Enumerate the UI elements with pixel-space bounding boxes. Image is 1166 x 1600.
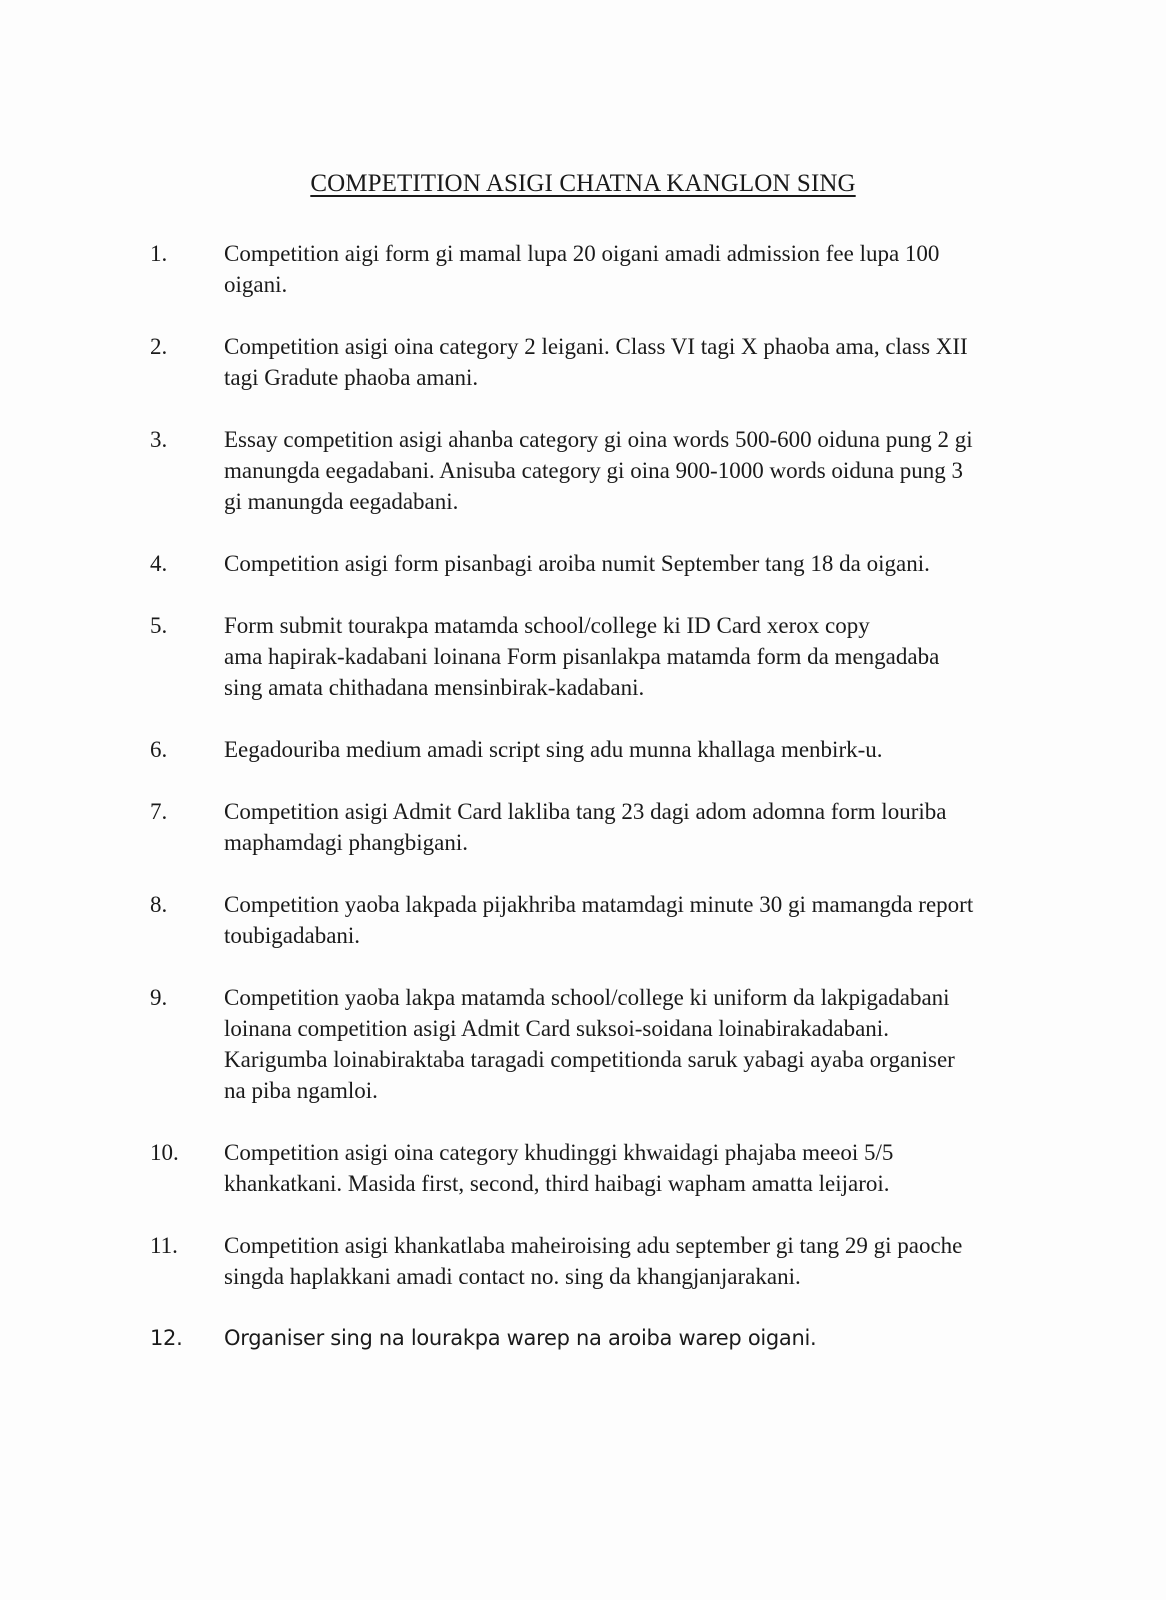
rule-item [150, 734, 1050, 765]
rules-list [150, 238, 1050, 1385]
rule-number: 6. [150, 737, 168, 762]
rule-text: Competition asigi Admit Card lakliba tang 23 dagi adom adomna form louriba maphamdagi phangbigani. [224, 799, 947, 855]
rule-text: Eegadouriba medium amadi script sing adu munna khallaga menbirk-u. [224, 737, 883, 762]
rule-number: 10. [150, 1140, 179, 1165]
rule-item [150, 424, 1050, 517]
page-title-text: COMPETITION ASIGI CHATNA KANGLON SING [310, 170, 856, 197]
rule-number: 5. [150, 613, 168, 638]
rule-number: 4. [150, 551, 168, 576]
rule-item [150, 331, 1050, 393]
rule-text: Competition asigi oina category khudinggi khwaidagi phajaba meeoi 5/5 khankatkani. Masida first, second, third haibagi wapham amatta leijaroi. [224, 1140, 894, 1196]
rule-number: 2. [150, 334, 168, 359]
rule-number: 8. [150, 892, 168, 917]
rule-item [150, 548, 1050, 579]
page-title [0, 170, 1166, 198]
rule-text: Organiser sing na lourakpa warep na aroiba warep oigani. [224, 1326, 817, 1350]
rule-number: 3. [150, 427, 168, 452]
rule-item [150, 982, 1050, 1106]
rule-item [150, 889, 1050, 951]
rule-number: 1. [150, 241, 168, 266]
rule-number: 9. [150, 985, 168, 1010]
rule-item [150, 238, 1050, 300]
rule-item [150, 610, 1050, 703]
rule-text: Competition yaoba lakpa matamda school/college ki uniform da lakpigadabani loinana competition asigi Admit Card suksoi-soidana loinabirakadabani. Karigumba loinabiraktaba taragadi competitionda saruk yabagi ayaba organiser na piba ngamloi. [224, 985, 955, 1103]
rule-text: Competition yaoba lakpada pijakhriba matamdagi minute 30 gi mamangda report toubigadabani. [224, 892, 974, 948]
rule-text: Essay competition asigi ahanba category gi oina words 500-600 oiduna pung 2 gi manungda eegadabani. Anisuba category gi oina 900-1000 words oiduna pung 3 gi manungda eegadabani. [224, 427, 973, 514]
rule-item [150, 796, 1050, 858]
rule-number: 12. [150, 1326, 183, 1350]
rule-number: 7. [150, 799, 168, 824]
rule-item [150, 1230, 1050, 1292]
rule-text: Competition asigi khankatlaba maheiroising adu september gi tang 29 gi paoche singda haplakkani amadi contact no. sing da khangjanjarakani. [224, 1233, 963, 1289]
rule-text: Competition asigi form pisanbagi aroiba numit September tang 18 da oigani. [224, 551, 930, 576]
rule-text: Competition asigi oina category 2 leigani. Class VI tagi X phaoba ama, class XII tagi Gradute phaoba amani. [224, 334, 968, 390]
rule-number: 11. [150, 1233, 178, 1258]
rule-item [150, 1137, 1050, 1199]
rule-text: Form submit tourakpa matamda school/college ki ID Card xerox copy ama hapirak-kadabani loinana Form pisanlakpa matamda form da mengadaba sing amata chithadana mensinbirak-kadabani. [224, 613, 940, 700]
rule-text: Competition aigi form gi mamal lupa 20 oigani amadi admission fee lupa 100 oigani. [224, 241, 940, 297]
rule-item [150, 1323, 1050, 1354]
